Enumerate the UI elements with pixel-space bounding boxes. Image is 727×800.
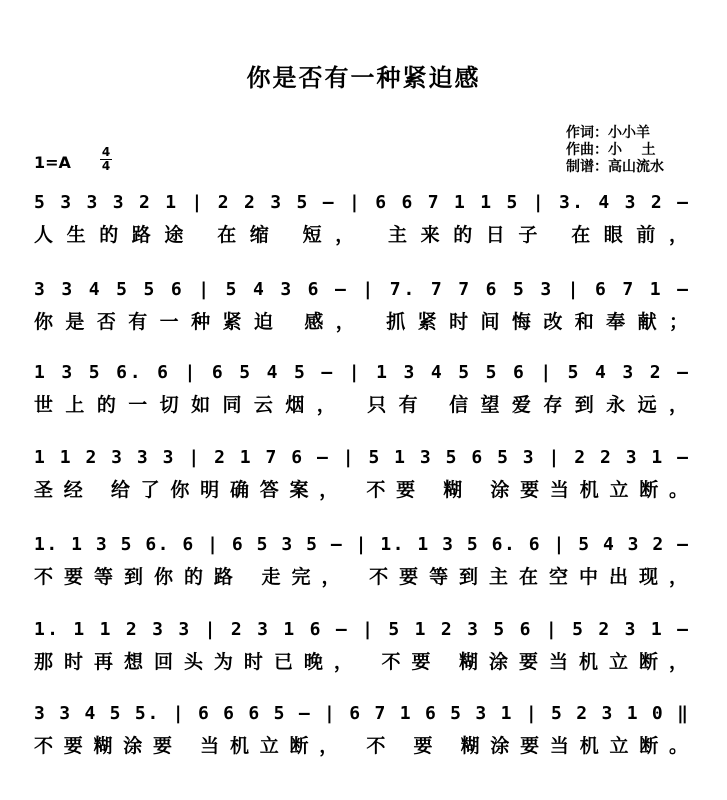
- score-notes-line: 1 3 5 6. 6 | 6 5 4 5 – | 1 3 4 5 5 6 | 5 4 3 2 –: [34, 362, 688, 383]
- score-notes-line: 1. 1 3 5 6. 6 | 6 5 3 5 – | 1. 1 3 5 6. 6 | 5 4 3 2 –: [34, 534, 688, 555]
- composer-credit: 作曲：小 土: [566, 142, 656, 158]
- lyric-line: 你是否有一种紧迫 感， 抓紧时间悔改和奉献；: [34, 311, 688, 333]
- song-title: 你是否有一种紧迫感: [246, 64, 481, 92]
- key-signature: 1=A: [34, 153, 71, 172]
- score-notes-line: 1 1 2 3 3 3 | 2 1 7 6 – | 5 1 3 5 6 5 3 | 2 2 3 1 –: [34, 447, 689, 468]
- time-signature-bottom: 4: [101, 159, 111, 173]
- lyric-line: 人生的路途 在缩 短， 主来的日子 在眼前，: [34, 224, 688, 246]
- lyric-line: 那时再想回头为时已晚， 不要 糊涂要当机立断，: [34, 651, 689, 673]
- lyricist-credit: 作词：小小羊: [566, 125, 650, 141]
- lyric-line: 不要糊涂要 当机立断， 不 要 糊涂要当机立断。: [34, 735, 688, 757]
- score-notes-line: 1. 1 1 2 3 3 | 2 3 1 6 – | 5 1 2 3 5 6 | 5 2 3 1 –: [34, 619, 689, 640]
- engraver-credit: 制谱：高山流水: [566, 159, 664, 175]
- score-notes-line: 5 3 3 3 2 1 | 2 2 3 5 – | 6 6 7 1 1 5 | 3. 4 3 2 –: [34, 192, 689, 213]
- time-signature-top: 4: [101, 145, 111, 159]
- lyric-line: 不要等到你的路 走完， 不要等到主在空中出现，: [34, 566, 689, 588]
- score-notes-line: 3 3 4 5 5 6 | 5 4 3 6 – | 7. 7 7 6 5 3 | 6 7 1 –: [34, 279, 688, 300]
- lyric-line: 世上的一切如同云烟， 只有 信望爱存到永远，: [34, 394, 688, 416]
- lyric-line: 圣经 给了你明确答案， 不要 糊 涂要当机立断。: [34, 479, 688, 501]
- score-notes-line: 3 3 4 5 5. | 6 6 6 5 – | 6 7 1 6 5 3 1 | 5 2 3 1 0 ‖: [34, 703, 689, 724]
